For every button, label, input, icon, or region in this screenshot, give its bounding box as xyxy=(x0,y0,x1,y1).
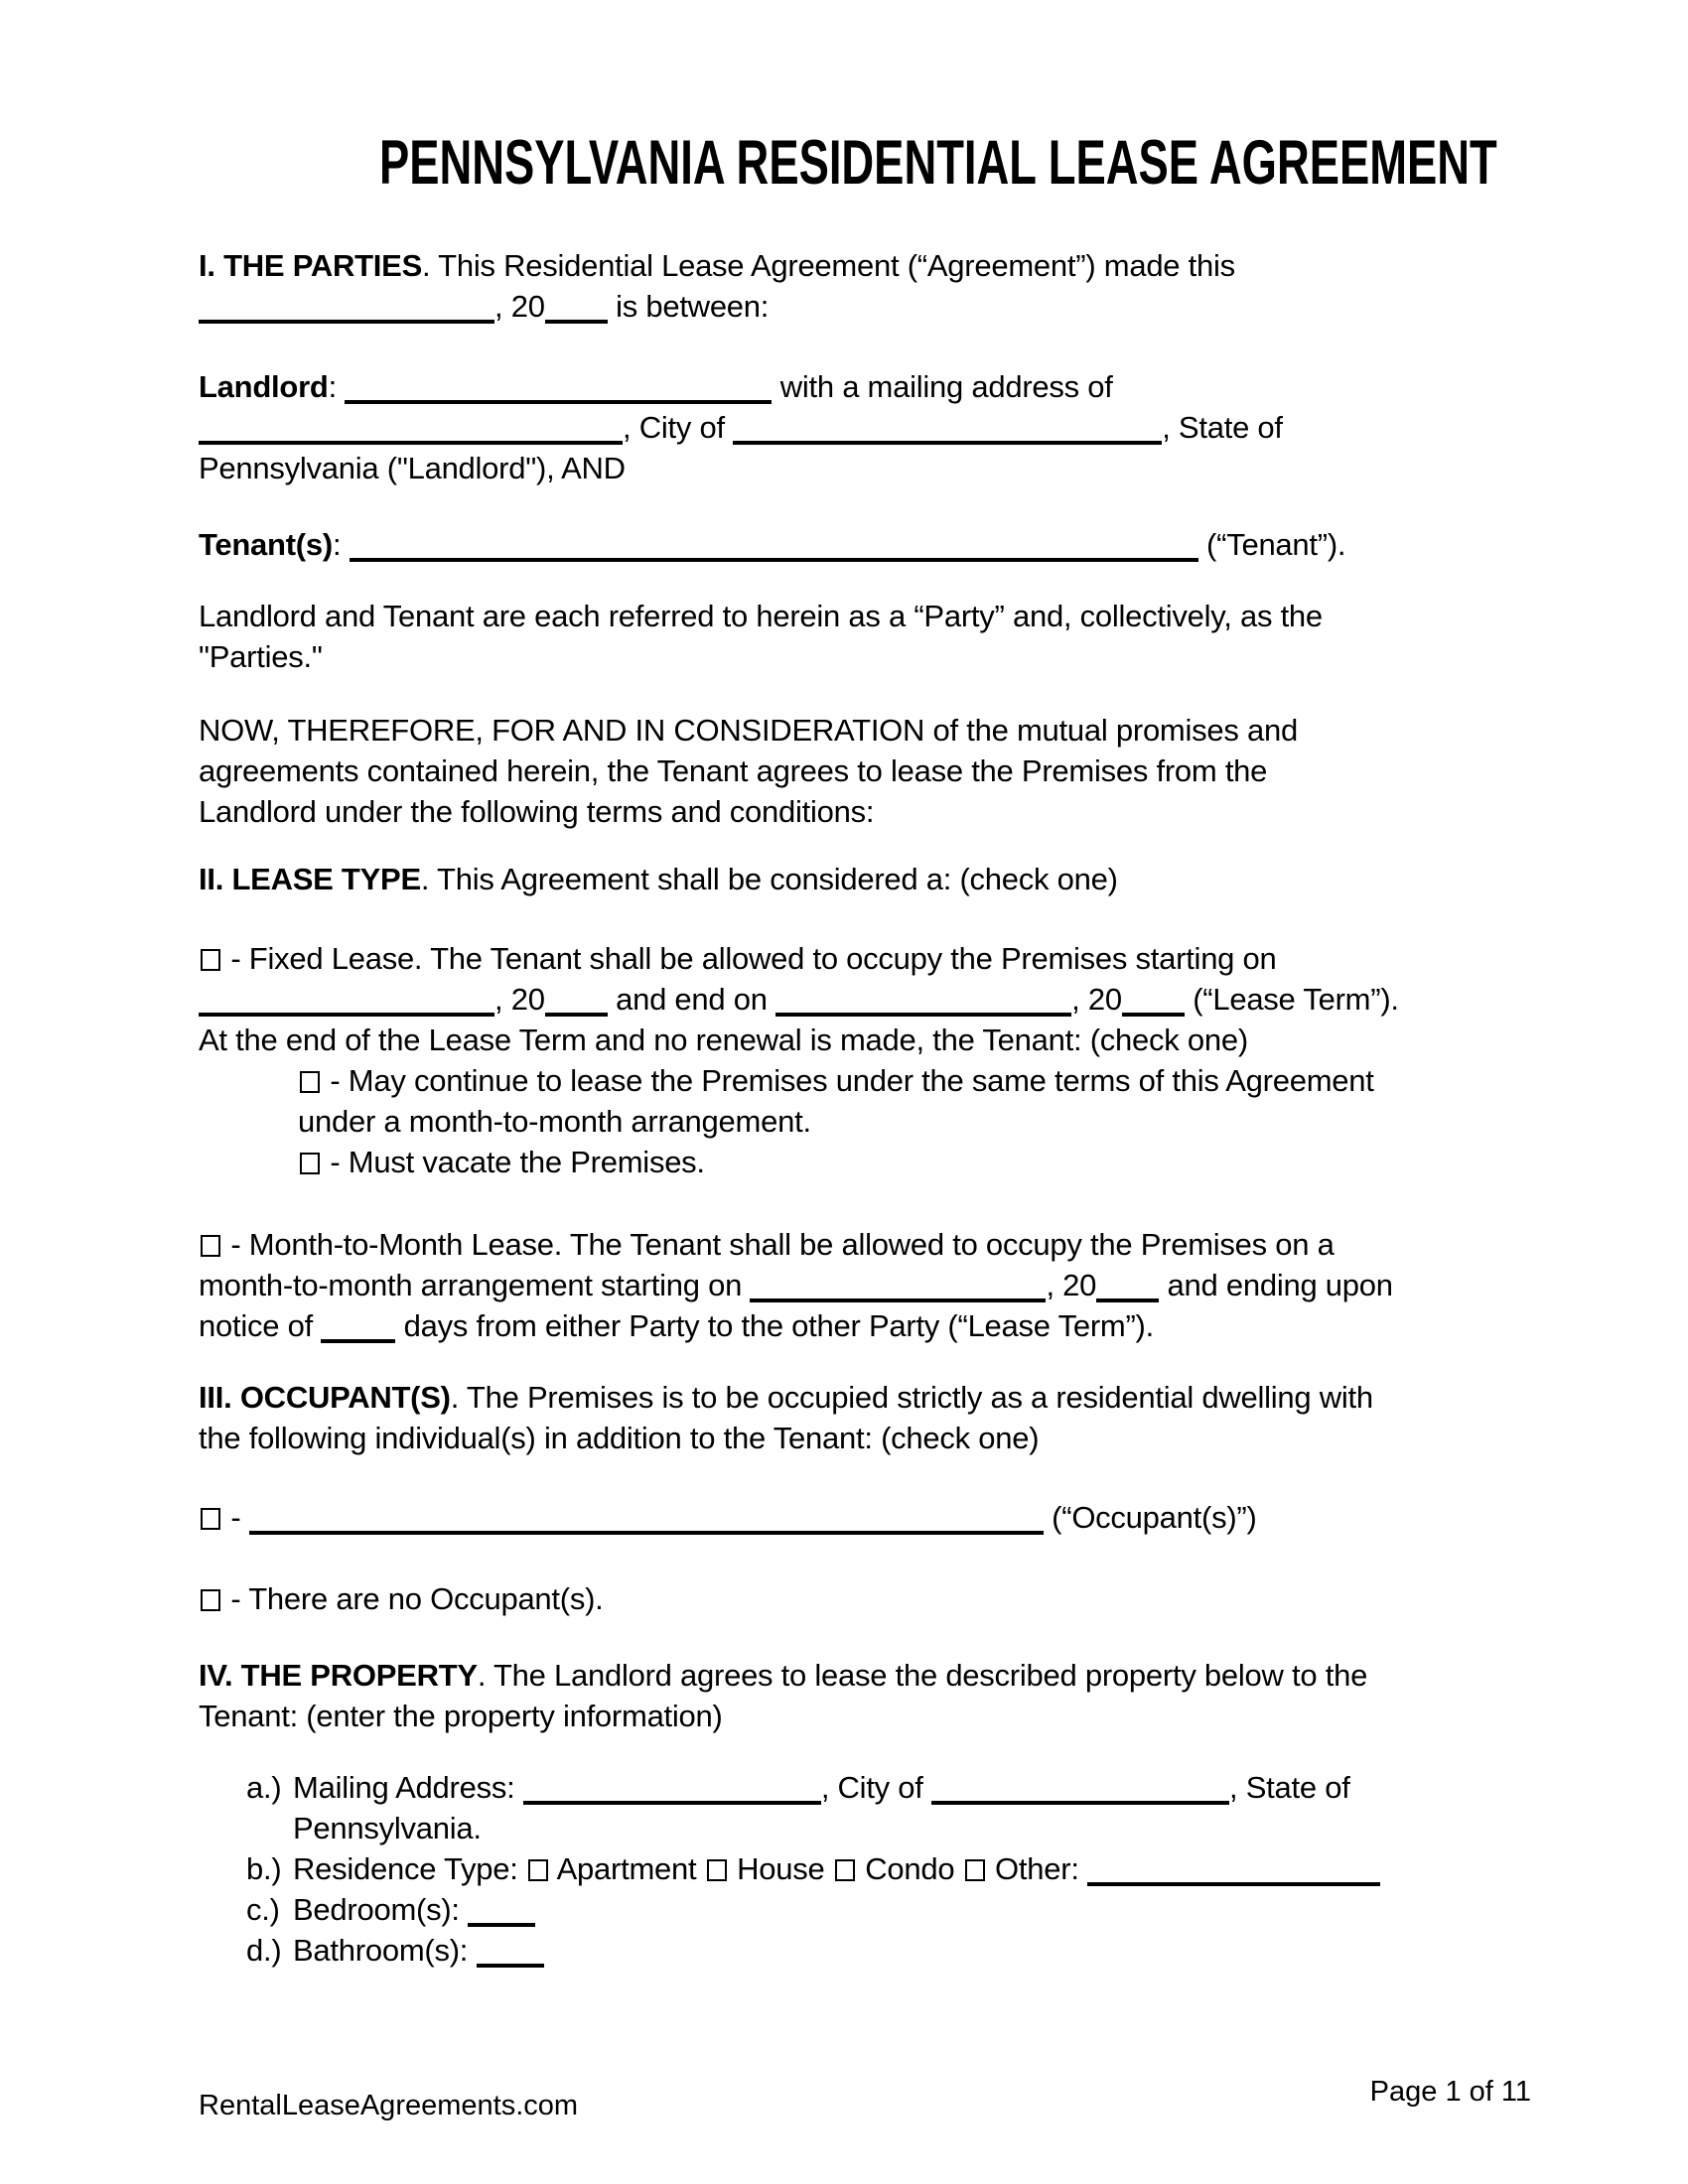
text-run: . This Agreement shall be considered a: (check one) xyxy=(420,862,1118,896)
text-run: Landlord under the following terms and conditions: xyxy=(199,794,875,829)
text-run: (“Lease Term”). xyxy=(1184,982,1399,1017)
renewal-continue-option xyxy=(199,1060,1489,1142)
section-lease-type xyxy=(199,859,1489,899)
text-run: the following individual(s) in addition to the Tenant: (check one) xyxy=(199,1421,1040,1455)
text-run: - May continue to lease the Premises under the same terms of this Agreement xyxy=(322,1063,1374,1098)
month-to-month-option xyxy=(199,1224,1489,1346)
text-run: "Parties." xyxy=(199,639,323,674)
bathrooms-blank[interactable] xyxy=(477,1938,544,1968)
text-run: : xyxy=(328,369,346,404)
agreement-date-blank[interactable] xyxy=(199,294,494,324)
text-run: . This Residential Lease Agreement (“Agreement”) made this xyxy=(422,248,1235,283)
parties-definition xyxy=(199,596,1489,677)
text-run: agreements contained herein, the Tenant agrees to lease the Premises from the xyxy=(199,753,1268,788)
landlord-name-blank[interactable] xyxy=(345,374,772,404)
text-run: House xyxy=(728,1851,833,1886)
text-run: Condo xyxy=(856,1851,963,1886)
landlord-clause xyxy=(199,366,1489,488)
text-run: Bedroom(s): xyxy=(293,1892,469,1927)
agreement-year-blank[interactable] xyxy=(545,294,608,324)
footer-site-name: RentalLeaseAgreements.com xyxy=(199,2090,579,2121)
bedrooms-blank[interactable] xyxy=(468,1897,535,1927)
text-run: Mailing Address: xyxy=(293,1770,523,1805)
text-run: II. LEASE TYPE xyxy=(199,862,421,896)
text-run: , 20 xyxy=(494,289,545,324)
occupants-listed-option xyxy=(199,1497,1489,1538)
month-to-month-checkbox[interactable] xyxy=(201,1235,220,1257)
fixed-end-year-blank[interactable] xyxy=(1122,987,1185,1017)
text-run: : xyxy=(332,527,350,562)
text-run: I. THE PARTIES xyxy=(199,248,423,283)
tenant-clause xyxy=(199,524,1489,565)
text-run: under a month-to-month arrangement. xyxy=(298,1104,811,1139)
consideration-clause xyxy=(199,710,1489,832)
text-run: NOW, THEREFORE, FOR AND IN CONSIDERATION of the mutual promises and xyxy=(199,713,1298,748)
property-city-blank[interactable] xyxy=(931,1775,1229,1805)
landlord-city-blank[interactable] xyxy=(733,415,1162,445)
text-run: Bathroom(s): xyxy=(293,1933,477,1968)
text-run: and end on xyxy=(607,982,776,1017)
text-run: . The Premises is to be occupied strictly as a residential dwelling with xyxy=(450,1380,1373,1415)
text-run: Pennsylvania. xyxy=(293,1811,482,1845)
text-run: - Must vacate the Premises. xyxy=(322,1145,705,1179)
text-run: - Fixed Lease. The Tenant shall be allowed to occupy the Premises starting on xyxy=(222,941,1277,976)
property-bedrooms-item xyxy=(199,1889,1489,1930)
text-run: , 20 xyxy=(1071,982,1122,1017)
text-run: month-to-month arrangement starting on xyxy=(199,1268,751,1302)
residence-other-checkbox[interactable] xyxy=(965,1859,985,1881)
text-run: Other: xyxy=(986,1851,1088,1886)
property-residence-type-item-marker: b.) xyxy=(246,1851,282,1886)
text-run: notice of xyxy=(199,1308,322,1343)
no-occupants-option xyxy=(199,1578,1489,1619)
text-run: Pennsylvania ("Landlord"), AND xyxy=(199,451,626,485)
property-mailing-address-item-marker: a.) xyxy=(246,1770,282,1805)
text-run: Residence Type: xyxy=(293,1851,526,1886)
property-bathrooms-item xyxy=(199,1930,1489,1971)
section-occupants xyxy=(199,1377,1489,1458)
residence-house-checkbox[interactable] xyxy=(707,1859,727,1881)
m2m-start-date-blank[interactable] xyxy=(750,1273,1046,1302)
property-residence-type-item xyxy=(199,1848,1489,1889)
landlord-address-blank[interactable] xyxy=(199,415,623,445)
section-the-parties xyxy=(199,245,1489,327)
text-run: and ending upon xyxy=(1159,1268,1393,1302)
text-run: - xyxy=(222,1500,249,1535)
text-run: is between: xyxy=(607,289,770,324)
continue-month-to-month-checkbox[interactable] xyxy=(300,1071,320,1093)
residence-other-blank[interactable] xyxy=(1087,1856,1380,1886)
footer-page-number: Page 1 of 11 xyxy=(1369,2076,1531,2108)
text-run: , State of xyxy=(1229,1770,1350,1805)
m2m-start-year-blank[interactable] xyxy=(1096,1273,1159,1302)
residence-condo-checkbox[interactable] xyxy=(835,1859,855,1881)
text-run: Tenant: (enter the property information) xyxy=(199,1699,723,1733)
no-occupants-checkbox[interactable] xyxy=(201,1589,220,1611)
residence-apartment-checkbox[interactable] xyxy=(528,1859,548,1881)
text-run: . The Landlord agrees to lease the described property below to the xyxy=(477,1658,1368,1693)
must-vacate-checkbox[interactable] xyxy=(300,1153,320,1174)
fixed-lease-option xyxy=(199,938,1489,1060)
occupants-listed-checkbox[interactable] xyxy=(201,1508,220,1530)
text-run: Tenant(s) xyxy=(199,527,333,562)
occupant-names-blank[interactable] xyxy=(249,1505,1044,1535)
text-run: , City of xyxy=(623,410,734,445)
property-bedrooms-item-marker: c.) xyxy=(246,1892,280,1927)
text-run: , State of xyxy=(1162,410,1283,445)
text-run: with a mailing address of xyxy=(772,369,1113,404)
text-run: (“Tenant”). xyxy=(1197,527,1346,562)
fixed-end-date-blank[interactable] xyxy=(775,987,1071,1017)
page-content xyxy=(199,0,1497,1971)
text-run: At the end of the Lease Term and no renewal is made, the Tenant: (check one) xyxy=(199,1023,1248,1057)
text-run: (“Occupant(s)”) xyxy=(1043,1500,1257,1535)
property-mailing-address-item xyxy=(199,1767,1489,1848)
m2m-notice-days-blank[interactable] xyxy=(321,1313,395,1343)
text-run: - There are no Occupant(s). xyxy=(222,1581,604,1616)
text-run: IV. THE PROPERTY xyxy=(199,1658,478,1693)
section-the-property xyxy=(199,1655,1489,1736)
text-run: Landlord and Tenant are each referred to herein as a “Party” and, collectively, as the xyxy=(199,599,1323,633)
text-run: Apartment xyxy=(549,1851,705,1886)
text-run: days from either Party to the other Party (“Lease Term”). xyxy=(395,1308,1154,1343)
fixed-start-date-blank[interactable] xyxy=(199,987,494,1017)
tenant-name-blank[interactable] xyxy=(350,532,1198,562)
fixed-lease-checkbox[interactable] xyxy=(201,949,220,971)
property-address-blank[interactable] xyxy=(523,1775,821,1805)
document-body xyxy=(199,245,1489,1971)
text-run: Landlord xyxy=(199,369,329,404)
text-run: , City of xyxy=(820,1770,932,1805)
text-run: III. OCCUPANT(S) xyxy=(199,1380,451,1415)
document-title: PENNSYLVANIA RESIDENTIAL LEASE AGREEMENT xyxy=(378,128,1497,198)
text-run: , 20 xyxy=(1046,1268,1097,1302)
text-run: - Month-to-Month Lease. The Tenant shall be allowed to occupy the Premises on a xyxy=(222,1227,1335,1262)
renewal-vacate-option xyxy=(199,1142,1489,1182)
text-run: , 20 xyxy=(494,982,545,1017)
property-bathrooms-item-marker: d.) xyxy=(246,1933,282,1968)
fixed-start-year-blank[interactable] xyxy=(545,987,608,1017)
